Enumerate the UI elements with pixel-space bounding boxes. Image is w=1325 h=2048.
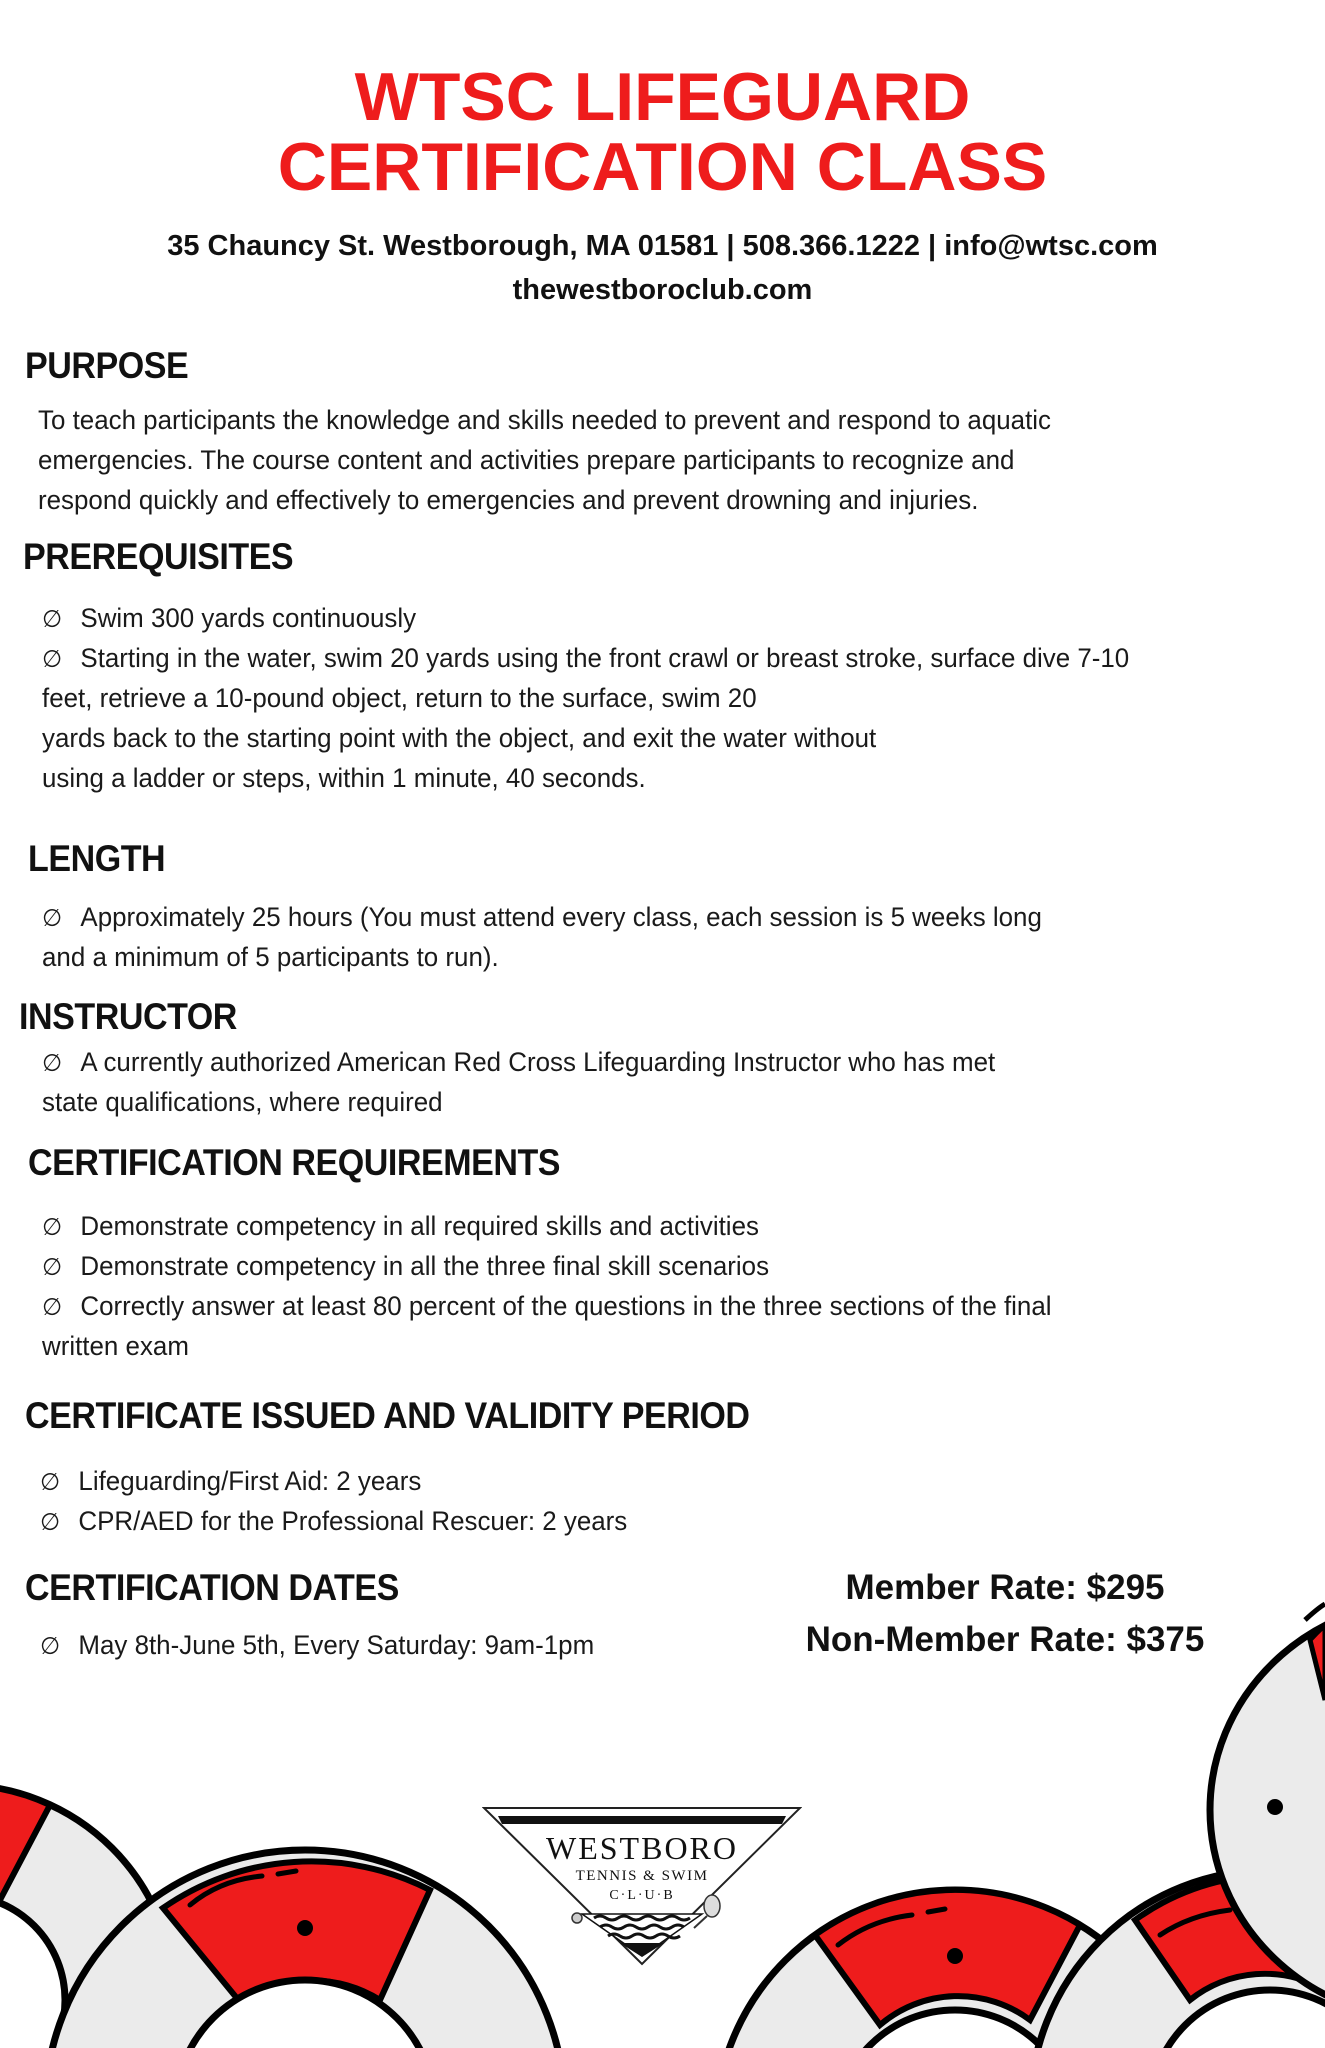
logo-name: WESTBORO (546, 1830, 738, 1866)
prerequisites-heading: PREREQUISITES (23, 536, 294, 577)
empty-set-bullet-icon: ∅ (40, 1632, 61, 1660)
length-item: ∅ Approximately 25 hours (You must attend every class, each session is 5 weeks long (42, 897, 1042, 938)
logo-sub1: TENNIS & SWIM (575, 1868, 709, 1884)
instructor-item-cont: state qualifications, where required (42, 1087, 443, 1117)
prerequisite-item: ∅ Starting in the water, swim 20 yards using the front crawl or breast stroke, surface dive 7-10 (42, 638, 1129, 679)
empty-set-bullet-icon: ∅ (42, 904, 63, 932)
empty-set-bullet-icon: ∅ (40, 1468, 61, 1496)
validity-item: ∅ Lifeguarding/First Aid: 2 years (40, 1461, 421, 1502)
validity-heading: CERTIFICATE ISSUED AND VALIDITY PERIOD (25, 1395, 750, 1436)
website-link[interactable]: thewestboroclub.com (512, 274, 813, 306)
member-rate: Member Rate: $295 (845, 1568, 1165, 1607)
prerequisite-item-cont: feet, retrieve a 10-pound object, return to the surface, swim 20 (42, 683, 757, 713)
purpose-text-line: To teach participants the knowledge and skills needed to prevent and respond to aquatic (38, 405, 1051, 435)
empty-set-bullet-icon: ∅ (40, 1508, 61, 1536)
purpose-heading: PURPOSE (25, 345, 189, 386)
purpose-text-line: emergencies. The course content and activities prepare participants to recognize and (38, 445, 1015, 475)
page-title-line-2: CERTIFICATION CLASS (277, 129, 1048, 205)
page-title-line-1: WTSC LIFEGUARD (354, 59, 971, 135)
empty-set-bullet-icon: ∅ (42, 1049, 63, 1077)
requirement-item: ∅ Demonstrate competency in all the three final skill scenarios (42, 1246, 769, 1287)
instructor-item: ∅ A currently authorized American Red Cross Lifeguarding Instructor who has met (42, 1042, 995, 1083)
validity-item: ∅ CPR/AED for the Professional Rescuer: 2 years (40, 1501, 627, 1542)
requirement-item-cont: written exam (42, 1331, 189, 1361)
empty-set-bullet-icon: ∅ (42, 605, 63, 633)
empty-set-bullet-icon: ∅ (42, 645, 63, 673)
instructor-heading: INSTRUCTOR (19, 996, 237, 1037)
non-member-rate: Non-Member Rate: $375 (805, 1620, 1205, 1659)
logo-sub2: C·L·U·B (609, 1888, 675, 1903)
swimmer-icon (572, 1913, 582, 1923)
dates-item: ∅ May 8th-June 5th, Every Saturday: 9am-1pm (40, 1625, 594, 1666)
prerequisite-item: ∅ Swim 300 yards continuously (42, 598, 416, 639)
empty-set-bullet-icon: ∅ (42, 1293, 63, 1321)
dates-heading: CERTIFICATION DATES (25, 1567, 399, 1608)
purpose-text-line: respond quickly and effectively to emergencies and prevent drowning and injuries. (38, 485, 979, 515)
length-item-cont: and a minimum of 5 participants to run). (42, 942, 499, 972)
contact-info: 35 Chauncy St. Westborough, MA 01581 | 508.366.1222 | info@wtsc.com (167, 230, 1158, 262)
requirements-heading: CERTIFICATION REQUIREMENTS (28, 1142, 561, 1183)
length-heading: LENGTH (28, 838, 166, 879)
westboro-club-logo (482, 1806, 802, 1966)
requirement-item: ∅ Correctly answer at least 80 percent of the questions in the three sections of the final (42, 1286, 1052, 1327)
requirement-item: ∅ Demonstrate competency in all required skills and activities (42, 1206, 759, 1247)
prerequisite-item-cont: yards back to the starting point with the object, and exit the water without (42, 723, 877, 753)
empty-set-bullet-icon: ∅ (42, 1253, 63, 1281)
prerequisite-item-cont: using a ladder or steps, within 1 minute, 40 seconds. (42, 763, 646, 793)
empty-set-bullet-icon: ∅ (42, 1213, 63, 1241)
